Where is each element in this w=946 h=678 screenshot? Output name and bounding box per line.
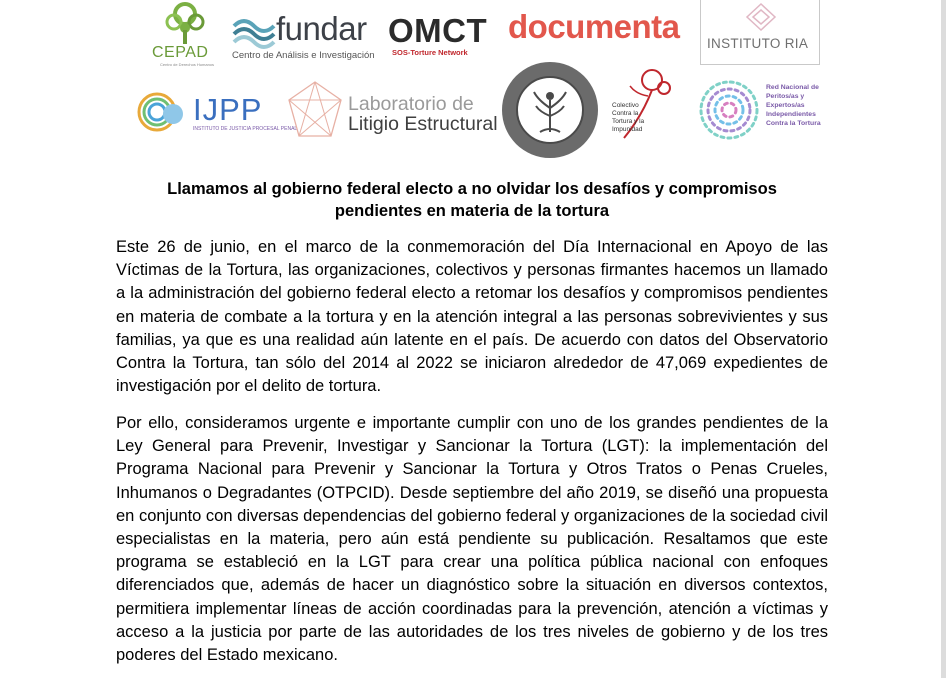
laboratorio-logo [286, 80, 498, 140]
document-title [116, 178, 828, 222]
documenta-name: documenta [508, 8, 680, 45]
colectivo-logo [612, 66, 692, 156]
instituto-ria-logo [700, 0, 820, 65]
colectivo-line: Tortura y la [612, 118, 645, 125]
ria-name: INSTITUTO RIA [707, 36, 809, 51]
laboratorio-geometric-icon [286, 80, 344, 140]
seal-emblem-icon [500, 60, 600, 160]
ria-diamond-icon [741, 2, 781, 32]
omct-logo [388, 12, 494, 60]
omct-name: OMCT [388, 12, 488, 49]
red-line: Independientes [766, 111, 816, 118]
ijpp-logo [135, 88, 298, 138]
colectivo-line: Contra la [612, 110, 639, 117]
ijpp-name: IJPP [193, 92, 263, 127]
red-line: Expertos/as [766, 102, 805, 109]
seal-logo [500, 60, 600, 160]
red-line: Red Nacional de [766, 84, 819, 91]
paragraph-1: Este 26 de junio, en el marco de la conmemoración del Día Internacional en Apoyo de las Víctimas de la Tortura, las organizaciones, colectivos y personas firmantes hacemos un llamado a la administración del gobierno federal electo a retomar los desafíos y compromisos pendientes en materia de combate a la tortura y en la atención integral a las personas sobrevivientes y sus familias, ya que es una realidad aún latente en el país. De acuerdo con datos del Observatorio Contra la Tortura, tan sólo del 2014 al 2022 se iniciaron alrededor de 47,069 expedientes de investigación por el delito de tortura. [116, 238, 828, 396]
cepad-logo [150, 0, 220, 70]
title-line-2: pendientes en materia de la tortura [334, 202, 610, 220]
red-nacional-logo [696, 78, 836, 142]
fundar-logo [232, 10, 374, 64]
documenta-logo [508, 8, 690, 48]
red-nacional-dots-icon [696, 78, 762, 142]
title-line-1: Llamamos al gobierno federal electo a no olvidar los desafíos y compromisos [167, 180, 777, 198]
paragraph-2: Por ello, consideramos urgente e importante cumplir con uno de los grandes pendientes de la Ley General para Prevenir, Investigar y Sancionar la Tortura (LGT): la implementación del Programa Nacional para Prevenir y Sancionar la Tortura y Otros Tratos o Penas Crueles, Inhumanos o Degradantes (OTPCID). Desde septiembre del año 2019, se diseñó una propuesta en conjunto con diversas dependencias del gobierno federal y organizaciones de la sociedad civil especialistas en la materia, pero aún está pendiente su publicación. Resaltamos que este programa se estableció en la LGT para crear una política pública nacional con enfoques diferenciados que, además de hacer un diagnóstico sobre la situación en diversos contextos, permitiera implementar líneas de acción coordinadas para la prevención, atención a víctimas y acceso a la justicia por parte de las autoridades de los tres niveles de gobierno y de los tres poderes del Estado mexicano. [116, 414, 828, 665]
ijpp-rings-icon [135, 88, 191, 138]
red-line: Contra la Tortura [766, 120, 821, 127]
red-line: Peritos/as y [766, 93, 805, 100]
laboratorio-line2: Litigio Estructural [348, 113, 498, 135]
cepad-tree-icon [150, 0, 220, 46]
fundar-wave-icon [232, 14, 276, 50]
cepad-name: CEPAD [152, 44, 209, 61]
colectivo-line: Impunidad [612, 126, 643, 133]
fundar-subtitle: Centro de Análisis e Investigación [232, 50, 375, 61]
page-edge [941, 0, 946, 678]
laboratorio-line1: Laboratorio de [348, 93, 474, 115]
omct-subtitle: SOS-Torture Network [392, 48, 468, 57]
cepad-subtitle: Centro de Derechos Humanos [160, 62, 215, 67]
ijpp-subtitle: INSTITUTO DE JUSTICIA PROCESAL PENAL [193, 126, 298, 132]
fundar-name: fundar [276, 10, 367, 47]
colectivo-line: Colectivo [612, 102, 639, 109]
